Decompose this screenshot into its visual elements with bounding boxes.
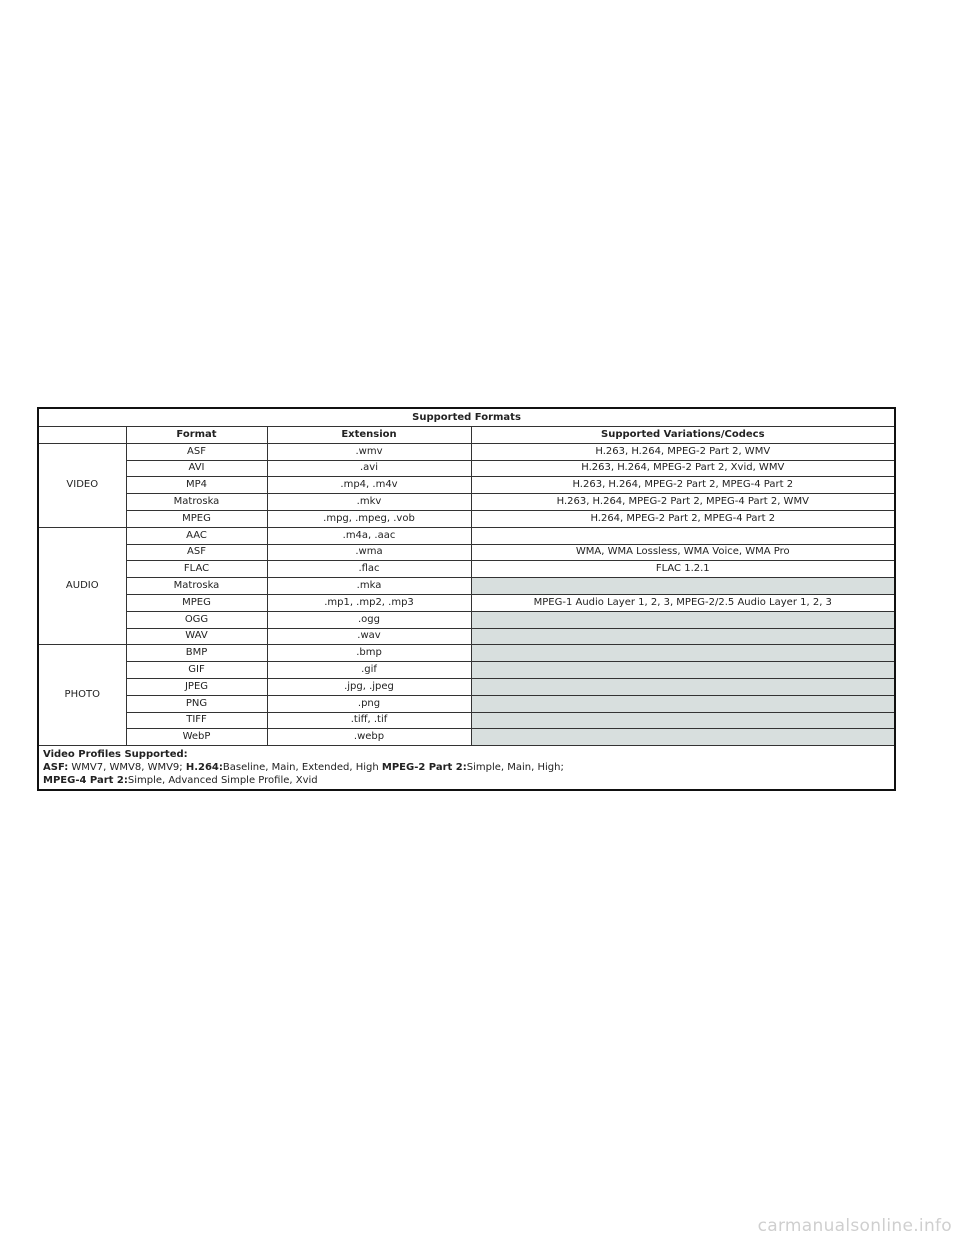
format-cell: GIF [126, 662, 267, 679]
codecs-cell: H.263, H.264, MPEG-2 Part 2, MPEG-4 Part 2, WMV [471, 494, 895, 511]
footer-mpeg2-text: Simple, Main, High; [466, 762, 564, 774]
codecs-cell: WMA, WMA Lossless, WMA Voice, WMA Pro [471, 544, 895, 561]
extension-cell: .png [267, 695, 471, 712]
extension-cell: .ogg [267, 611, 471, 628]
header-category [38, 427, 126, 444]
codecs-cell [471, 662, 895, 679]
format-cell: PNG [126, 695, 267, 712]
table-row [38, 477, 895, 494]
codecs-cell: H.263, H.264, MPEG-2 Part 2, Xvid, WMV [471, 460, 895, 477]
extension-cell: .jpg, .jpeg [267, 678, 471, 695]
table-row [38, 494, 895, 511]
table-row [38, 460, 895, 477]
extension-cell: .wmv [267, 443, 471, 460]
format-cell: MPEG [126, 594, 267, 611]
table-row [38, 561, 895, 578]
extension-cell: .webp [267, 729, 471, 746]
header-codecs: Supported Variations/Codecs [471, 427, 895, 444]
codecs-cell: H.263, H.264, MPEG-2 Part 2, WMV [471, 443, 895, 460]
table-title: Supported Formats [38, 408, 895, 427]
video-profiles-note [38, 746, 895, 791]
footer-mpeg2-label: MPEG-2 Part 2: [381, 762, 467, 774]
codecs-cell: FLAC 1.2.1 [471, 561, 895, 578]
extension-cell: .mp4, .m4v [267, 477, 471, 494]
format-cell: OGG [126, 611, 267, 628]
footer-asf-label: ASF: [43, 762, 69, 774]
format-cell: MPEG [126, 510, 267, 527]
footer-mpeg4-label: MPEG-4 Part 2: [43, 775, 128, 787]
format-cell: AAC [126, 527, 267, 544]
footer-asf-text: WMV7, WMV8, WMV9; [68, 762, 186, 774]
codecs-cell: H.264, MPEG-2 Part 2, MPEG-4 Part 2 [471, 510, 895, 527]
codecs-cell [471, 712, 895, 729]
watermark: carmanualsonline.info [757, 1216, 952, 1236]
extension-cell: .mpg, .mpeg, .vob [267, 510, 471, 527]
format-cell: WAV [126, 628, 267, 645]
codecs-cell [471, 695, 895, 712]
table-body [38, 443, 895, 745]
codecs-cell: H.263, H.264, MPEG-2 Part 2, MPEG-4 Part 2 [471, 477, 895, 494]
header-format: Format [126, 427, 267, 444]
extension-cell: .mkv [267, 494, 471, 511]
format-cell: FLAC [126, 561, 267, 578]
extension-cell: .flac [267, 561, 471, 578]
footer-heading: Video Profiles Supported: [43, 749, 188, 761]
supported-formats-table [37, 407, 896, 791]
footer-h264-label: H.264: [185, 762, 223, 774]
table-row [38, 510, 895, 527]
format-cell: BMP [126, 645, 267, 662]
table-row [38, 628, 895, 645]
extension-cell: .tiff, .tif [267, 712, 471, 729]
extension-cell: .gif [267, 662, 471, 679]
table-row [38, 645, 895, 662]
format-cell: TIFF [126, 712, 267, 729]
extension-cell: .mka [267, 578, 471, 595]
format-cell: ASF [126, 443, 267, 460]
table-row [38, 594, 895, 611]
format-cell: WebP [126, 729, 267, 746]
table-row [38, 712, 895, 729]
category-cell: VIDEO [38, 443, 126, 527]
extension-cell: .mp1, .mp2, .mp3 [267, 594, 471, 611]
footer-h264-text: Baseline, Main, Extended, High [222, 762, 382, 774]
table-row [38, 729, 895, 746]
format-cell: JPEG [126, 678, 267, 695]
extension-cell: .avi [267, 460, 471, 477]
codecs-cell [471, 527, 895, 544]
extension-cell: .wma [267, 544, 471, 561]
table-row [38, 544, 895, 561]
table-row [38, 678, 895, 695]
format-cell: Matroska [126, 578, 267, 595]
category-cell: PHOTO [38, 645, 126, 746]
table-row [38, 662, 895, 679]
table-row [38, 527, 895, 544]
table-row [38, 611, 895, 628]
table-row [38, 443, 895, 460]
category-cell: AUDIO [38, 527, 126, 645]
table-row [38, 578, 895, 595]
format-cell: AVI [126, 460, 267, 477]
table-row [38, 695, 895, 712]
format-cell: MP4 [126, 477, 267, 494]
codecs-cell [471, 628, 895, 645]
format-cell: Matroska [126, 494, 267, 511]
footer-mpeg4-text: Simple, Advanced Simple Profile, Xvid [127, 775, 318, 787]
extension-cell: .bmp [267, 645, 471, 662]
format-cell: ASF [126, 544, 267, 561]
codecs-cell [471, 678, 895, 695]
extension-cell: .wav [267, 628, 471, 645]
codecs-cell [471, 645, 895, 662]
header-extension: Extension [267, 427, 471, 444]
extension-cell: .m4a, .aac [267, 527, 471, 544]
codecs-cell: MPEG-1 Audio Layer 1, 2, 3, MPEG-2/2.5 Audio Layer 1, 2, 3 [471, 594, 895, 611]
codecs-cell [471, 578, 895, 595]
codecs-cell [471, 729, 895, 746]
codecs-cell [471, 611, 895, 628]
